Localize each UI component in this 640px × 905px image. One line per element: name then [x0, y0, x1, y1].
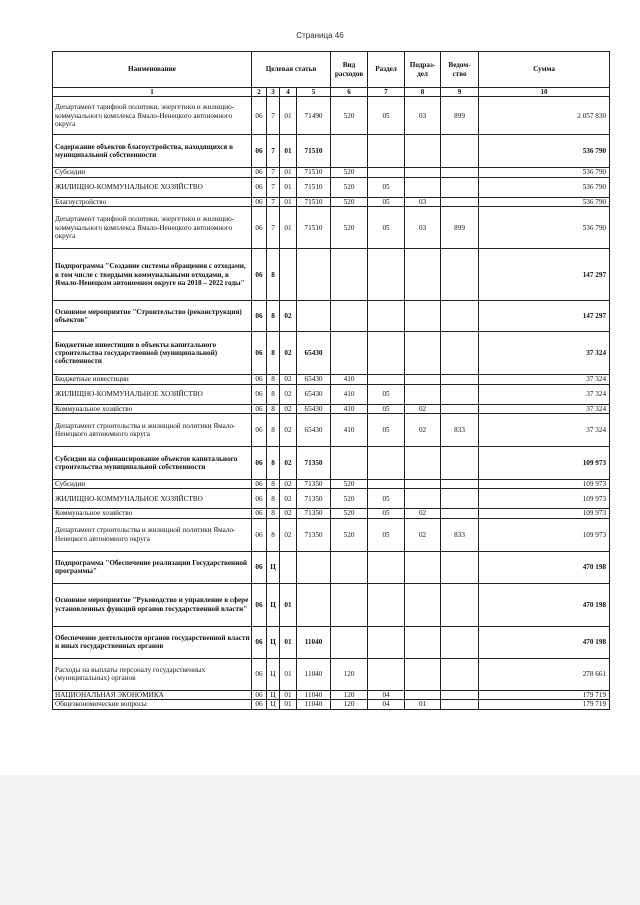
row-name-cell: Бюджетные инвестиции [53, 375, 252, 384]
expense-type-cell: 120 [331, 700, 368, 709]
subsection-cell: 03 [405, 97, 441, 135]
subsection-cell: 02 [405, 404, 441, 413]
section-cell [368, 375, 405, 384]
row-name-cell: Общеэкономические вопросы [53, 700, 252, 709]
code-gp-cell: 06 [252, 700, 267, 709]
section-cell: 05 [368, 384, 405, 404]
code-subprogram-cell: 8 [267, 332, 280, 375]
code-direction-cell: 71350 [297, 509, 331, 518]
row-name-cell: Подпрограмма "Создание системы обращения с отходами, в том числе с твердыми коммунальными отходами, в Ямало-Ненецком автономном округе на 2018 – 2022 годы" [53, 249, 252, 301]
code-activity-cell: 01 [280, 177, 297, 197]
code-activity-cell: 01 [280, 207, 297, 249]
row-name-cell: Благоустройство [53, 197, 252, 206]
code-activity-cell: 02 [280, 301, 297, 332]
column-number: 7 [368, 88, 405, 97]
section-cell: 05 [368, 177, 405, 197]
code-gp-cell: 06 [252, 658, 267, 690]
column-number: 9 [441, 88, 479, 97]
section-cell [368, 447, 405, 480]
row-name-cell: Департамент тарифной политики, энергетики и жилищно-коммунального комплекса Ямало-Ненецкого автономного округа [53, 207, 252, 249]
code-subprogram-cell: 8 [267, 509, 280, 518]
table-row [53, 384, 610, 404]
expense-type-cell: 520 [331, 509, 368, 518]
code-subprogram-cell: Ц [267, 700, 280, 709]
row-sum-cell: 536 790 [479, 197, 610, 206]
code-subprogram-cell: 8 [267, 249, 280, 301]
header-sum: Сумма [479, 52, 610, 88]
code-activity-cell: 02 [280, 447, 297, 480]
code-direction-cell: 71510 [297, 135, 331, 168]
code-gp-cell: 06 [252, 375, 267, 384]
expense-type-cell [331, 301, 368, 332]
expense-type-cell [331, 135, 368, 168]
row-sum-cell: 2 057 830 [479, 97, 610, 135]
row-name-cell: Департамент строительства и жилищной политики Ямало-Ненецкого автономного округа [53, 518, 252, 551]
table-row [53, 135, 610, 168]
code-activity-cell: 01 [280, 583, 297, 626]
code-direction-cell: 71350 [297, 480, 331, 489]
subsection-cell [405, 626, 441, 658]
column-number: 4 [280, 88, 297, 97]
row-name-cell: Бюджетные инвестиции в объекты капитального строительства государственной (муниципальной) собственности [53, 332, 252, 375]
row-sum-cell: 179 719 [479, 700, 610, 709]
table-row [53, 197, 610, 206]
table-row [53, 168, 610, 177]
subsection-cell [405, 332, 441, 375]
row-sum-cell: 179 719 [479, 690, 610, 699]
code-direction-cell: 11040 [297, 658, 331, 690]
code-direction-cell [297, 301, 331, 332]
table-row [53, 658, 610, 690]
table-row [53, 480, 610, 489]
subsection-cell [405, 375, 441, 384]
subsection-cell [405, 690, 441, 699]
row-name-cell: ЖИЛИЩНО-КОММУНАЛЬНОЕ ХОЗЯЙСТВО [53, 489, 252, 509]
subsection-cell: 02 [405, 518, 441, 551]
expense-type-cell: 410 [331, 414, 368, 447]
department-cell: 899 [441, 97, 479, 135]
code-gp-cell: 06 [252, 97, 267, 135]
table-row [53, 414, 610, 447]
row-sum-cell: 37 324 [479, 384, 610, 404]
header-department: Ведом-ство [441, 52, 479, 88]
code-direction-cell: 71350 [297, 518, 331, 551]
subsection-cell [405, 177, 441, 197]
section-cell: 04 [368, 690, 405, 699]
code-subprogram-cell: 7 [267, 207, 280, 249]
subsection-cell [405, 480, 441, 489]
expense-type-cell [331, 249, 368, 301]
department-cell [441, 404, 479, 413]
table-row [53, 626, 610, 658]
row-name-cell: НАЦИОНАЛЬНАЯ ЭКОНОМИКА [53, 690, 252, 699]
code-direction-cell: 71490 [297, 97, 331, 135]
code-activity-cell: 02 [280, 384, 297, 404]
code-subprogram-cell: 8 [267, 375, 280, 384]
department-cell [441, 583, 479, 626]
department-cell [441, 301, 479, 332]
code-subprogram-cell: Ц [267, 690, 280, 699]
column-number: 5 [297, 88, 331, 97]
column-number: 3 [267, 88, 280, 97]
subsection-cell [405, 301, 441, 332]
header-target: Целевая статья [252, 52, 331, 88]
subsection-cell [405, 135, 441, 168]
row-sum-cell: 109 973 [479, 518, 610, 551]
department-cell [441, 384, 479, 404]
code-gp-cell: 06 [252, 551, 267, 583]
expense-type-cell: 520 [331, 197, 368, 206]
department-cell [441, 168, 479, 177]
table-row [53, 249, 610, 301]
row-sum-cell: 109 973 [479, 489, 610, 509]
section-cell: 05 [368, 509, 405, 518]
subsection-cell [405, 658, 441, 690]
subsection-cell: 02 [405, 414, 441, 447]
row-sum-cell: 37 324 [479, 332, 610, 375]
code-subprogram-cell: 8 [267, 489, 280, 509]
code-gp-cell: 06 [252, 332, 267, 375]
section-cell [368, 480, 405, 489]
subsection-cell [405, 489, 441, 509]
section-cell: 05 [368, 489, 405, 509]
expense-type-cell: 520 [331, 489, 368, 509]
code-subprogram-cell: 7 [267, 135, 280, 168]
department-cell: 899 [441, 207, 479, 249]
department-cell [441, 489, 479, 509]
code-subprogram-cell: 8 [267, 480, 280, 489]
code-activity-cell: 02 [280, 404, 297, 413]
row-sum-cell: 536 790 [479, 177, 610, 197]
subsection-cell [405, 384, 441, 404]
code-direction-cell [297, 249, 331, 301]
code-subprogram-cell: 7 [267, 177, 280, 197]
table-header [53, 52, 610, 97]
section-cell [368, 551, 405, 583]
department-cell [441, 551, 479, 583]
subsection-cell [405, 168, 441, 177]
code-activity-cell: 01 [280, 135, 297, 168]
section-cell [368, 658, 405, 690]
expense-type-cell [331, 551, 368, 583]
row-name-cell: Коммунальное хозяйство [53, 509, 252, 518]
section-cell: 05 [368, 97, 405, 135]
table-row [53, 375, 610, 384]
section-cell [368, 583, 405, 626]
code-subprogram-cell: 8 [267, 447, 280, 480]
code-direction-cell: 65430 [297, 332, 331, 375]
row-name-cell: Субсидии [53, 480, 252, 489]
page-label: Страница 46 [296, 31, 344, 40]
code-subprogram-cell: 7 [267, 97, 280, 135]
code-direction-cell: 65430 [297, 375, 331, 384]
row-sum-cell: 147 297 [479, 301, 610, 332]
code-gp-cell: 06 [252, 489, 267, 509]
code-direction-cell: 65430 [297, 384, 331, 404]
code-activity-cell: 01 [280, 197, 297, 206]
header-expense-type: Вид расходов [331, 52, 368, 88]
code-direction-cell: 71350 [297, 447, 331, 480]
department-cell [441, 658, 479, 690]
subsection-cell [405, 249, 441, 301]
row-name-cell: Основное мероприятие "Руководство и управление в сфере установленных функций органов государственной власти" [53, 583, 252, 626]
header-section: Раздел [368, 52, 405, 88]
row-name-cell: Субсидии на софинансирование объектов капитального строительства муниципальной собственности [53, 447, 252, 480]
code-subprogram-cell: 8 [267, 414, 280, 447]
row-sum-cell: 470 198 [479, 626, 610, 658]
table-row [53, 700, 610, 709]
code-gp-cell: 06 [252, 301, 267, 332]
section-cell [368, 301, 405, 332]
code-activity-cell: 02 [280, 518, 297, 551]
department-cell [441, 509, 479, 518]
expense-type-cell [331, 583, 368, 626]
table-row [53, 447, 610, 480]
section-cell [368, 135, 405, 168]
expense-type-cell: 520 [331, 518, 368, 551]
code-activity-cell: 01 [280, 168, 297, 177]
column-number: 8 [405, 88, 441, 97]
code-gp-cell: 06 [252, 249, 267, 301]
section-cell [368, 332, 405, 375]
expense-type-cell: 120 [331, 658, 368, 690]
code-gp-cell: 06 [252, 135, 267, 168]
expense-type-cell [331, 332, 368, 375]
department-cell [441, 626, 479, 658]
row-sum-cell: 470 198 [479, 583, 610, 626]
row-name-cell: Обеспечение деятельности органов государственной власти и иных государственных органов [53, 626, 252, 658]
code-gp-cell: 06 [252, 207, 267, 249]
code-subprogram-cell: Ц [267, 626, 280, 658]
code-direction-cell: 65430 [297, 404, 331, 413]
section-cell: 05 [368, 197, 405, 206]
code-activity-cell [280, 551, 297, 583]
row-sum-cell: 536 790 [479, 135, 610, 168]
code-gp-cell: 06 [252, 197, 267, 206]
department-cell [441, 480, 479, 489]
row-name-cell: Департамент тарифной политики, энергетики и жилищно-коммунального комплекса Ямало-Ненецкого автономного округа [53, 97, 252, 135]
code-subprogram-cell: 8 [267, 404, 280, 413]
code-direction-cell [297, 551, 331, 583]
table-row [53, 509, 610, 518]
code-gp-cell: 06 [252, 480, 267, 489]
column-number: 6 [331, 88, 368, 97]
table-row [53, 177, 610, 197]
code-subprogram-cell: 8 [267, 384, 280, 404]
code-subprogram-cell: 7 [267, 168, 280, 177]
column-number: 2 [252, 88, 267, 97]
subsection-cell [405, 583, 441, 626]
column-number-row [53, 88, 610, 97]
section-cell: 05 [368, 414, 405, 447]
table-row [53, 207, 610, 249]
row-sum-cell: 37 324 [479, 375, 610, 384]
code-gp-cell: 06 [252, 518, 267, 551]
code-activity-cell: 01 [280, 700, 297, 709]
expense-type-cell: 410 [331, 384, 368, 404]
row-sum-cell: 147 297 [479, 249, 610, 301]
page-gap [0, 775, 640, 905]
code-activity-cell: 01 [280, 690, 297, 699]
code-direction-cell: 11040 [297, 690, 331, 699]
code-subprogram-cell: Ц [267, 583, 280, 626]
row-name-cell: Коммунальное хозяйство [53, 404, 252, 413]
code-activity-cell [280, 249, 297, 301]
table-row [53, 583, 610, 626]
code-direction-cell: 71510 [297, 177, 331, 197]
code-activity-cell: 02 [280, 332, 297, 375]
expense-type-cell: 520 [331, 168, 368, 177]
table-row [53, 332, 610, 375]
expense-type-cell [331, 447, 368, 480]
row-sum-cell: 109 973 [479, 480, 610, 489]
budget-table [52, 51, 610, 710]
department-cell [441, 332, 479, 375]
code-direction-cell: 71510 [297, 168, 331, 177]
code-direction-cell [297, 583, 331, 626]
row-name-cell: Департамент строительства и жилищной политики Ямало-Ненецкого автономного округа [53, 414, 252, 447]
header-subsection: Подраз-дел [405, 52, 441, 88]
code-subprogram-cell: 8 [267, 518, 280, 551]
row-name-cell: Расходы на выплаты персоналу государственных (муниципальных) органов [53, 658, 252, 690]
row-sum-cell: 536 790 [479, 207, 610, 249]
section-cell: 05 [368, 518, 405, 551]
code-subprogram-cell: 7 [267, 197, 280, 206]
expense-type-cell [331, 626, 368, 658]
code-direction-cell: 11040 [297, 626, 331, 658]
code-gp-cell: 06 [252, 583, 267, 626]
code-gp-cell: 06 [252, 414, 267, 447]
subsection-cell: 02 [405, 509, 441, 518]
table-row [53, 690, 610, 699]
column-number: 1 [53, 88, 252, 97]
department-cell [441, 197, 479, 206]
code-activity-cell: 01 [280, 658, 297, 690]
row-name-cell: Основное мероприятие "Строительство (реконструкция) объектов" [53, 301, 252, 332]
code-direction-cell: 71510 [297, 207, 331, 249]
subsection-cell [405, 447, 441, 480]
code-activity-cell: 02 [280, 375, 297, 384]
subsection-cell: 01 [405, 700, 441, 709]
department-cell [441, 135, 479, 168]
department-cell [441, 447, 479, 480]
code-subprogram-cell: 8 [267, 301, 280, 332]
table-row [53, 518, 610, 551]
row-name-cell: ЖИЛИЩНО-КОММУНАЛЬНОЕ ХОЗЯЙСТВО [53, 384, 252, 404]
table-row [53, 489, 610, 509]
section-cell: 05 [368, 207, 405, 249]
code-direction-cell: 11040 [297, 700, 331, 709]
section-cell: 05 [368, 404, 405, 413]
expense-type-cell: 410 [331, 375, 368, 384]
row-sum-cell: 109 973 [479, 447, 610, 480]
header-name: Наименование [53, 52, 252, 88]
code-gp-cell: 06 [252, 177, 267, 197]
section-cell: 04 [368, 700, 405, 709]
subsection-cell [405, 551, 441, 583]
code-gp-cell: 06 [252, 690, 267, 699]
row-sum-cell: 109 973 [479, 509, 610, 518]
table-body [53, 97, 610, 709]
department-cell [441, 375, 479, 384]
column-number: 10 [479, 88, 610, 97]
row-sum-cell: 470 198 [479, 551, 610, 583]
department-cell [441, 249, 479, 301]
code-gp-cell: 06 [252, 168, 267, 177]
expense-type-cell: 410 [331, 404, 368, 413]
table-row [53, 301, 610, 332]
row-name-cell: Содержание объектов благоустройства, находящихся в муниципальной собственности [53, 135, 252, 168]
code-gp-cell: 06 [252, 509, 267, 518]
code-activity-cell: 01 [280, 626, 297, 658]
department-cell [441, 690, 479, 699]
code-activity-cell: 02 [280, 480, 297, 489]
row-sum-cell: 536 790 [479, 168, 610, 177]
expense-type-cell: 120 [331, 690, 368, 699]
row-sum-cell: 37 324 [479, 414, 610, 447]
code-direction-cell: 71510 [297, 197, 331, 206]
code-activity-cell: 01 [280, 97, 297, 135]
department-cell: 833 [441, 414, 479, 447]
code-direction-cell: 71350 [297, 489, 331, 509]
code-gp-cell: 06 [252, 404, 267, 413]
table-row [53, 404, 610, 413]
code-gp-cell: 06 [252, 447, 267, 480]
row-sum-cell: 278 661 [479, 658, 610, 690]
row-name-cell: Субсидии [53, 168, 252, 177]
section-cell [368, 168, 405, 177]
section-cell [368, 626, 405, 658]
department-cell [441, 700, 479, 709]
expense-type-cell: 520 [331, 207, 368, 249]
row-sum-cell: 37 324 [479, 404, 610, 413]
code-activity-cell: 02 [280, 489, 297, 509]
row-name-cell: Подпрограмма "Обеспечение реализации Государственной программы" [53, 551, 252, 583]
code-subprogram-cell: Ц [267, 551, 280, 583]
subsection-cell: 03 [405, 197, 441, 206]
department-cell [441, 177, 479, 197]
expense-type-cell: 520 [331, 480, 368, 489]
subsection-cell: 03 [405, 207, 441, 249]
expense-type-cell: 520 [331, 97, 368, 135]
row-name-cell: ЖИЛИЩНО-КОММУНАЛЬНОЕ ХОЗЯЙСТВО [53, 177, 252, 197]
code-activity-cell: 02 [280, 414, 297, 447]
code-subprogram-cell: Ц [267, 658, 280, 690]
section-cell [368, 249, 405, 301]
table-row [53, 97, 610, 135]
table-row [53, 551, 610, 583]
code-direction-cell: 65430 [297, 414, 331, 447]
code-gp-cell: 06 [252, 626, 267, 658]
expense-type-cell: 520 [331, 177, 368, 197]
department-cell: 833 [441, 518, 479, 551]
code-gp-cell: 06 [252, 384, 267, 404]
code-activity-cell: 02 [280, 509, 297, 518]
